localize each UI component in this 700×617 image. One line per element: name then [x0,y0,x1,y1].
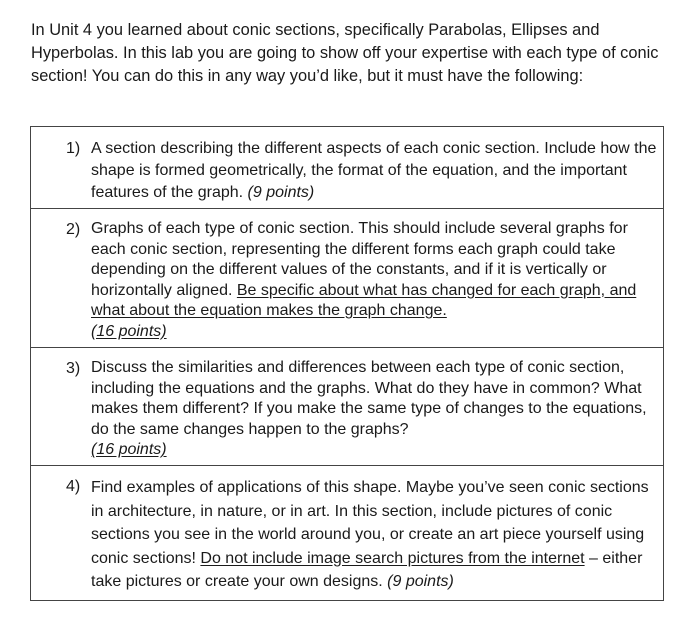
requirement-text [91,219,657,342]
requirement-points: (9 points) [387,573,454,590]
requirement-number: 2) [66,221,81,238]
requirement-description: A section describing the different aspects of each conic section. Include how the shape is formed geometrically, the format of the equation, and the important features of the graph. [91,140,657,201]
requirement-number: 3) [66,360,81,377]
requirement-text [91,476,657,594]
requirement-emphasis: Be specific about what has changed for each graph, and what about the equation makes the graph change. [91,281,637,319]
requirement-points: (16 points) [91,322,167,340]
requirement-text [91,358,657,461]
requirement-number: 1) [66,140,81,157]
requirement-description-continued: – either take pictures or create your own designs. [91,549,643,590]
requirement-points: (16 points) [91,441,167,458]
requirement-description: Find examples of applications of this shape. Maybe you’ve seen conic sections in architecture, in nature, or in art. In this section, include pictures of conic sections you see in the world around you, or create an art piece yourself using conic sections! [91,479,649,567]
requirement-row [31,208,663,347]
requirement-number: 4) [66,478,81,495]
intro-paragraph: In Unit 4 you learned about conic sections, specifically Parabolas, Ellipses and Hyperbolas. In this lab you are going to show off your expertise with each type of conic section! You can do this in any way you’d like, but it must have the following: [31,21,659,85]
requirement-text [91,138,657,204]
requirement-row [31,465,663,600]
requirements-table [30,126,664,601]
requirement-emphasis: Do not include image search pictures from the internet [200,549,585,567]
requirement-row [31,347,663,465]
requirement-row [31,127,663,208]
requirement-points: (9 points) [247,184,315,201]
requirement-description: Graphs of each type of conic section. This should include several graphs for each conic section, representing the different forms each graph could take depending on the different values of the constants, and if it is vertically or horizontally aligned. [91,220,628,299]
requirement-description: Discuss the similarities and differences between each type of conic section, including the equations and the graphs. What do they have in common? What makes them different? If you make the same type of changes to the equations, do the same changes happen to the graphs? [91,359,647,438]
